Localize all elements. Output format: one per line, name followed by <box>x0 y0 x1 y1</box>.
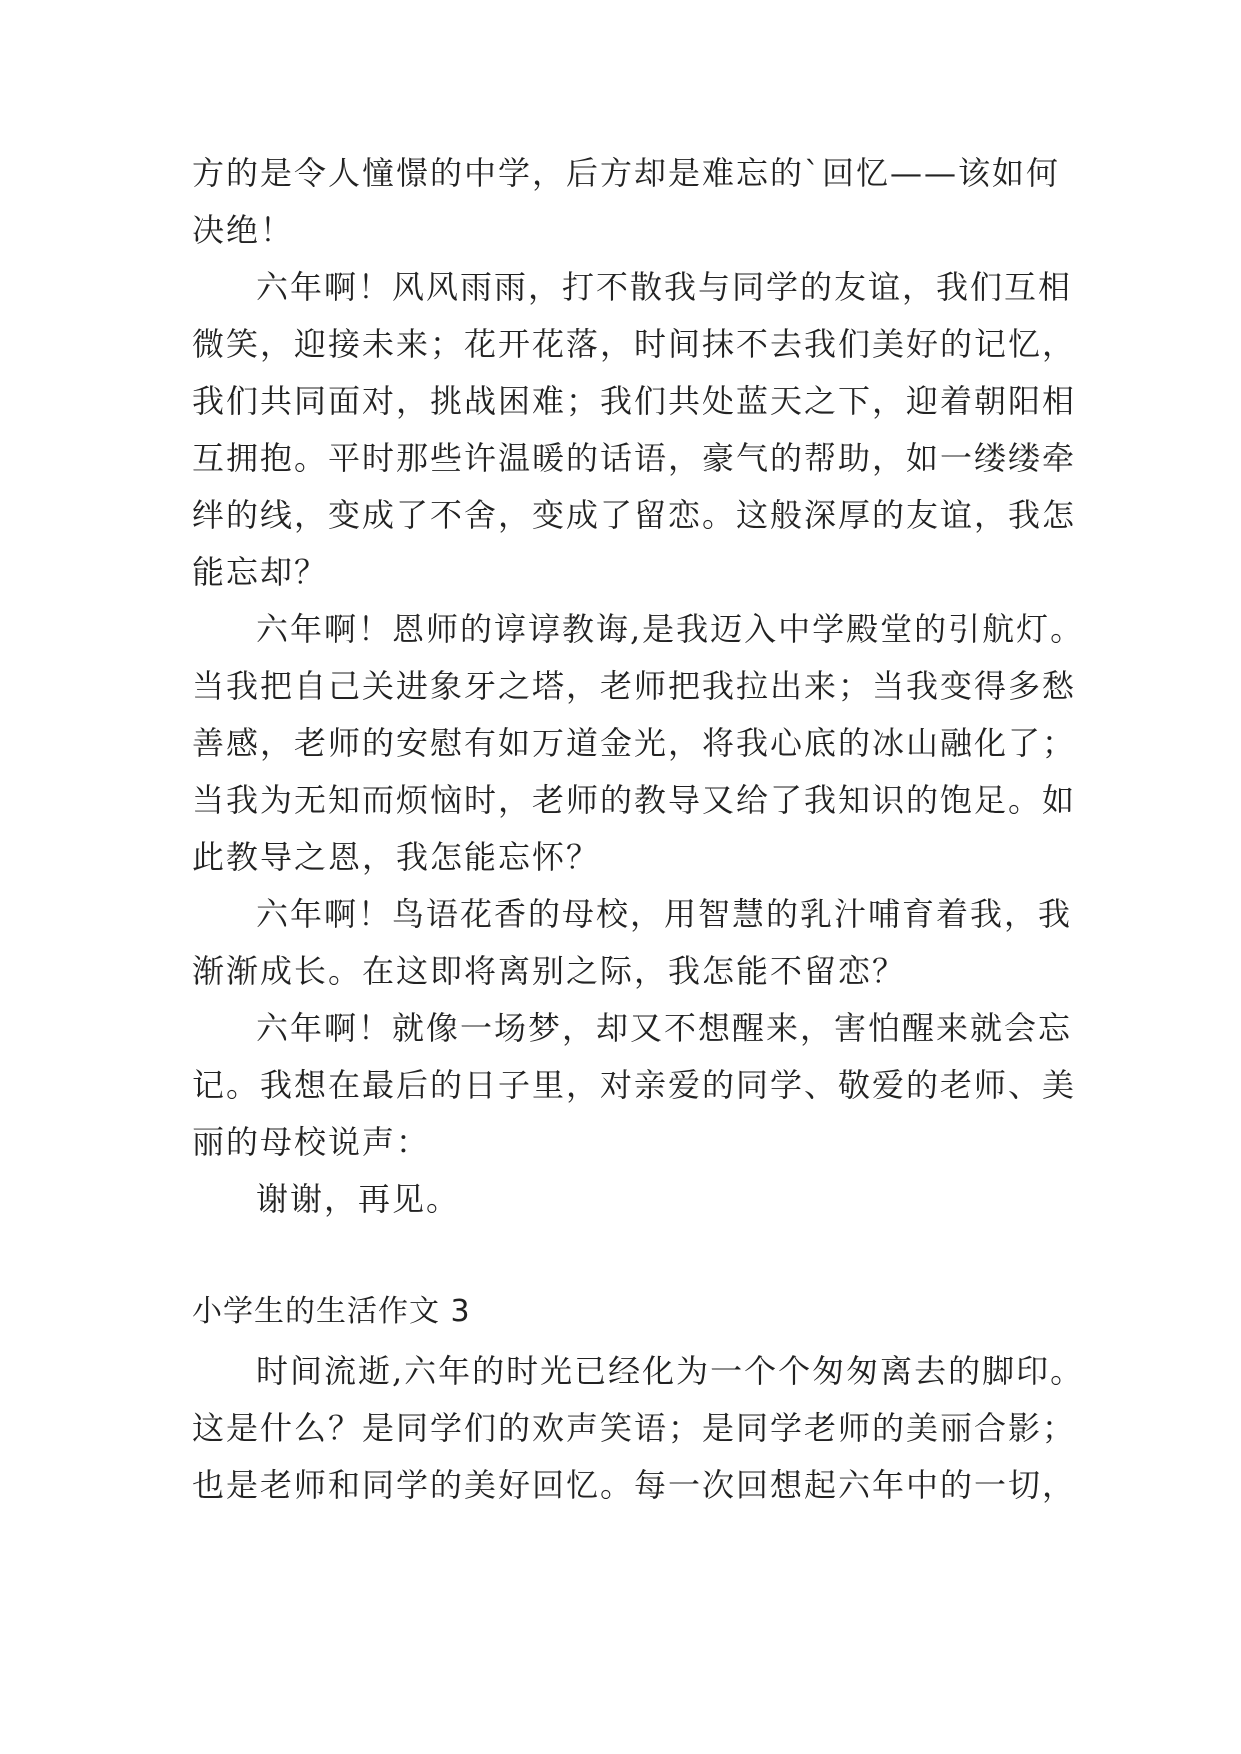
paragraph-line: 善感，老师的安慰有如万道金光，将我心底的冰山融化了； <box>192 724 1077 762</box>
paragraph-line: 谢谢，再见。 <box>256 1180 461 1218</box>
paragraph-line: 能忘却？ <box>192 553 329 591</box>
paragraph-line: 这是什么？是同学们的欢声笑语；是同学老师的美丽合影； <box>192 1409 1077 1447</box>
paragraph-line: 当我把自己关进象牙之塔，老师把我拉出来；当我变得多愁 <box>192 667 1077 705</box>
paragraph-line: 六年啊！就像一场梦，却又不想醒来，害怕醒来就会忘 <box>256 1009 1073 1047</box>
paragraph-line: 渐渐成长。在这即将离别之际，我怎能不留恋？ <box>192 952 907 990</box>
paragraph-line: 我们共同面对，挑战困难；我们共处蓝天之下，迎着朝阳相 <box>192 382 1077 420</box>
section-heading: 小学生的生活作文 3 <box>192 1294 471 1329</box>
paragraph-line: 此教导之恩，我怎能忘怀？ <box>192 838 601 876</box>
paragraph-line: 六年啊！鸟语花香的母校，用智慧的乳汁哺育着我，我 <box>256 895 1073 933</box>
paragraph-line: 互拥抱。平时那些许温暖的话语，豪气的帮助，如一缕缕牵 <box>192 439 1077 477</box>
paragraph-line: 方的是令人憧憬的中学，后方却是难忘的`回忆——该如何 <box>192 154 1061 192</box>
paragraph-line: 绊的线，变成了不舍，变成了留恋。这般深厚的友谊，我怎 <box>192 496 1077 534</box>
paragraph-line: 当我为无知而烦恼时，老师的教导又给了我知识的饱足。如 <box>192 781 1077 819</box>
paragraph-line: 也是老师和同学的美好回忆。每一次回想起六年中的一切， <box>192 1466 1077 1504</box>
paragraph-line: 丽的母校说声： <box>192 1123 431 1161</box>
paragraph-line: 记。我想在最后的日子里，对亲爱的同学、敬爱的老师、美 <box>192 1066 1077 1104</box>
paragraph-line: 决绝！ <box>192 211 295 249</box>
paragraph-line: 六年啊！风风雨雨，打不散我与同学的友谊，我们互相 <box>256 268 1073 306</box>
paragraph-line: 六年啊！恩师的谆谆教诲,是我迈入中学殿堂的引航灯。 <box>256 610 1085 648</box>
paragraph-line: 微笑，迎接未来；花开花落，时间抹不去我们美好的记忆， <box>192 325 1077 363</box>
paragraph-line: 时间流逝,六年的时光已经化为一个个匆匆离去的脚印。 <box>256 1352 1085 1390</box>
